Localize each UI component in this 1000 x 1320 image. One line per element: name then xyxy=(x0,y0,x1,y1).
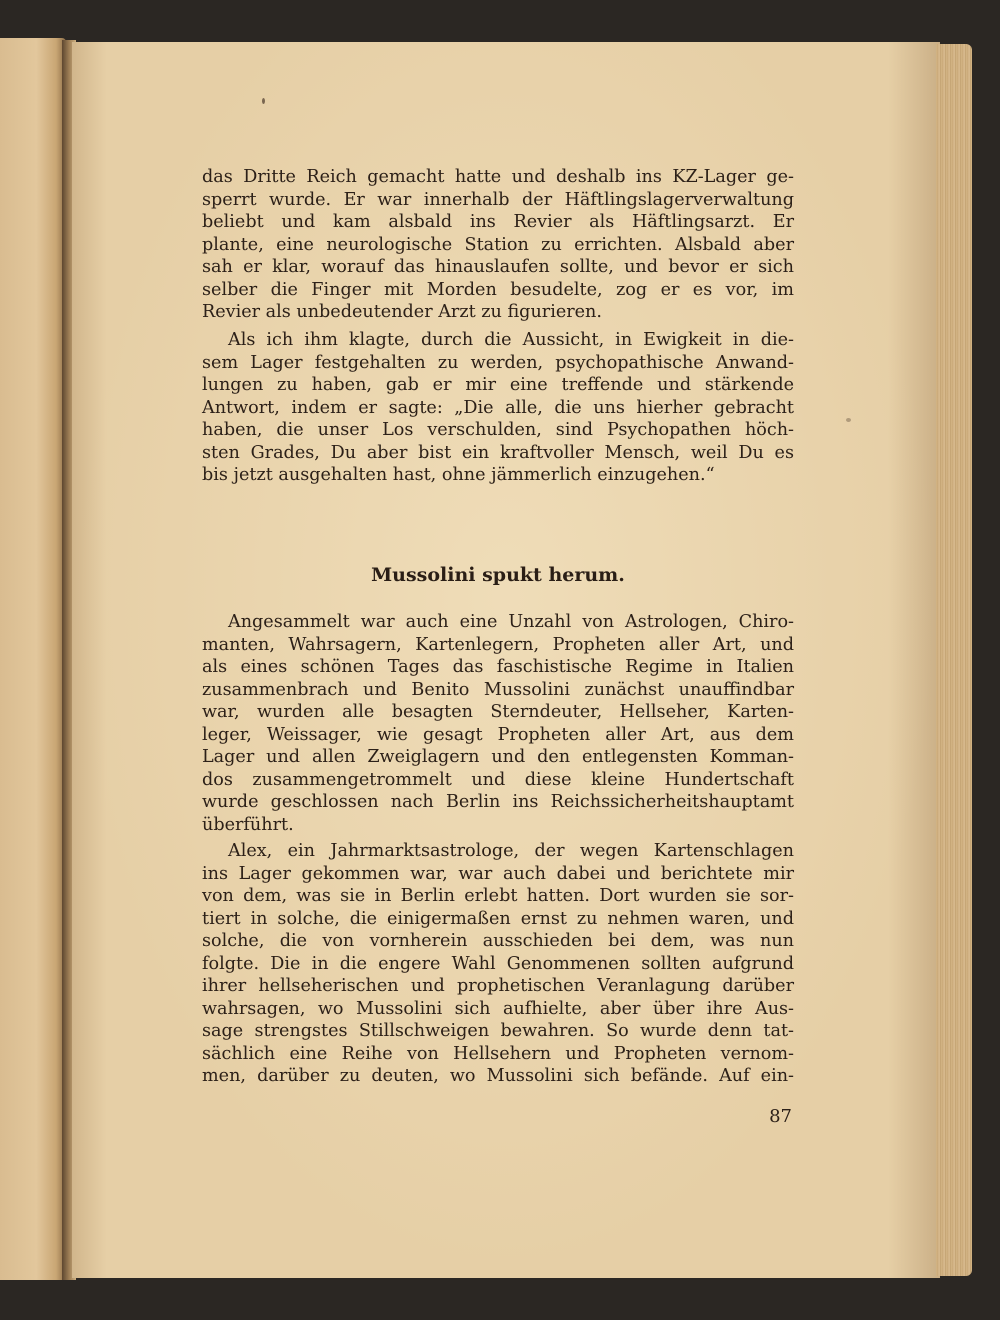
text-line: tiert in solche, die einigermaßen ernst zu nehmen waren, und xyxy=(202,908,794,929)
text-line: sten Grades, Du aber bist ein kraftvoller Mensch, weil Du es xyxy=(202,442,794,463)
text-line: wahrsagen, wo Mussolini sich aufhielte, aber über ihre Aus- xyxy=(202,998,794,1019)
text-line: von dem, was sie in Berlin erlebt hatten. Dort wurden sie sor- xyxy=(202,886,794,906)
paper-speck xyxy=(262,98,265,104)
paragraph-3 xyxy=(202,611,794,836)
text-line: selber die Finger mit Morden besudelte, zog er es vor, im xyxy=(202,279,794,300)
text-line: das Dritte Reich gemacht hatte und deshalb ins KZ-Lager ge- xyxy=(202,167,794,187)
text-line: manten, Wahrsagern, Kartenlegern, Propheten aller Art, und xyxy=(202,634,794,655)
text-line: sperrt wurde. Er war innerhalb der Häftlingslagerverwaltung xyxy=(202,189,794,210)
text-line: Lager und allen Zweiglagern und den entlegensten Komman- xyxy=(202,747,794,767)
paragraph-2 xyxy=(202,329,794,487)
page-stack-edge xyxy=(936,44,972,1276)
text-line: leger, Weissager, wie gesagt Propheten aller Art, aus dem xyxy=(202,724,794,745)
text-line: sage strengstes Stillschweigen bewahren. So wurde denn tat- xyxy=(202,1021,794,1041)
text-line: sem Lager festgehalten zu werden, psychopathische Anwand- xyxy=(202,352,794,373)
text-line: men, darüber zu deuten, wo Mussolini sich befände. Auf ein- xyxy=(202,1066,794,1086)
text-line: als eines schönen Tages das faschistische Regime in Italien xyxy=(202,657,794,677)
text-line: wurde geschlossen nach Berlin ins Reichssicherheitshauptamt xyxy=(202,792,794,812)
text-line: solche, die von vornherein ausschieden bei dem, was nun xyxy=(202,931,794,951)
text-line: Alex, ein Jahrmarktsastrologe, der wegen Kartenschlagen xyxy=(228,841,794,861)
text-line: sächlich eine Reihe von Hellsehern und Propheten vernom- xyxy=(202,1043,794,1064)
text-line: dos zusammengetrommelt und diese kleine Hundertschaft xyxy=(202,769,794,790)
text-line: überführt. xyxy=(202,814,294,835)
text-line: Als ich ihm klagte, durch die Aussicht, in Ewigkeit in die- xyxy=(228,330,794,350)
text-line: Antwort, indem er sagte: „Die alle, die uns hierher gebracht xyxy=(202,397,794,418)
text-line: plante, eine neurologische Station zu errichten. Alsbald aber xyxy=(202,234,794,255)
text-line: beliebt und kam alsbald ins Revier als Häftlingsarzt. Er xyxy=(202,212,794,232)
left-page-edge xyxy=(0,38,66,1280)
text-line: Revier als unbedeutender Arzt zu figurieren. xyxy=(202,302,602,322)
text-line: lungen zu haben, gab er mir eine treffende und stärkende xyxy=(202,375,794,395)
paragraph-4 xyxy=(202,840,794,1088)
text-line: ins Lager gekommen war, war auch dabei und berichtete mir xyxy=(202,863,794,884)
text-line: Angesammelt war auch eine Unzahl von Astrologen, Chiro- xyxy=(228,612,794,632)
text-line: bis jetzt ausgehalten hast, ohne jämmerlich einzugehen.“ xyxy=(202,465,715,485)
text-line: haben, die unser Los verschulden, sind Psychopathen höch- xyxy=(202,420,794,440)
text-line: zusammenbrach und Benito Mussolini zunächst unauffindbar xyxy=(202,679,794,700)
page-number: 87 xyxy=(769,1106,792,1127)
text-line: folgte. Die in die engere Wahl Genommenen sollten aufgrund xyxy=(202,953,794,974)
text-line: ihrer hellseherischen und prophetischen Veranlagung darüber xyxy=(202,976,794,996)
text-line: sah er klar, worauf das hinauslaufen sollte, und bevor er sich xyxy=(202,257,794,277)
section-heading: Mussolini spukt herum. xyxy=(371,564,625,586)
paper-speck xyxy=(846,418,851,422)
paragraph-1 xyxy=(202,166,794,324)
text-line: war, wurden alle besagten Sterndeuter, Hellseher, Karten- xyxy=(202,702,794,722)
